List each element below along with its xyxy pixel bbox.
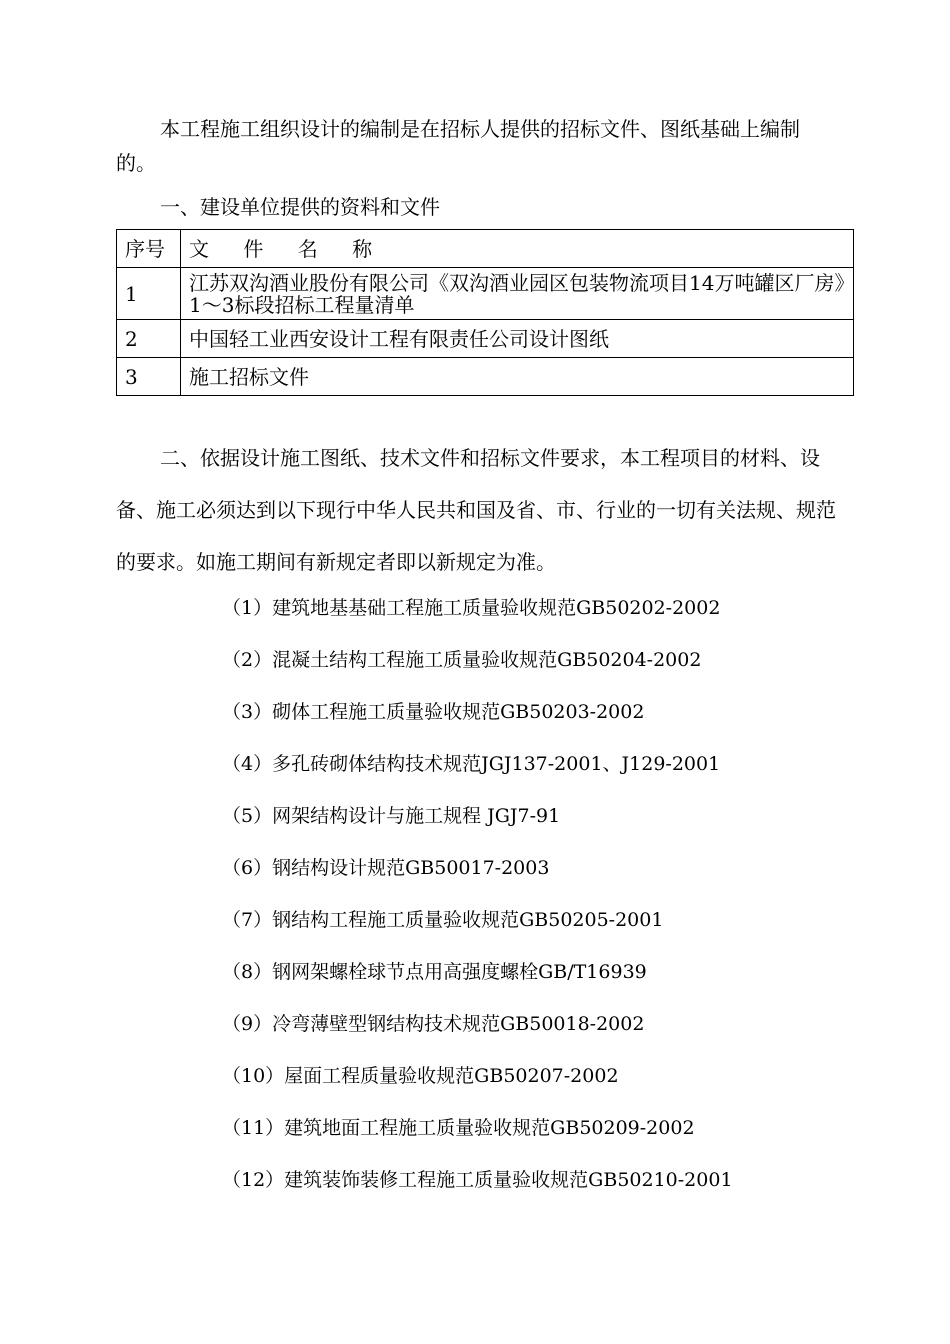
row-number: 2 <box>117 320 181 358</box>
table-row <box>117 268 854 320</box>
row-file-name: 施工招标文件 <box>181 358 854 396</box>
list-item: （8）钢网架螺栓球节点用高强度螺栓GB/T16939 <box>222 961 647 983</box>
list-item: （3）砌体工程施工质量验收规范GB50203-2002 <box>222 701 645 723</box>
row-number: 3 <box>117 358 181 396</box>
table-row <box>117 358 854 396</box>
list-item: （11）建筑地面工程施工质量验收规范GB50209-2002 <box>222 1117 695 1139</box>
row-file-name: 江苏双沟酒业股份有限公司《双沟酒业园区包装物流项目14万吨罐区厂房》1～3标段招标工程量清单 <box>181 268 854 320</box>
standards-list <box>222 591 733 1215</box>
list-item: （12）建筑装饰装修工程施工质量验收规范GB50210-2001 <box>222 1169 733 1191</box>
section1-heading: 一、建设单位提供的资料和文件 <box>160 195 440 219</box>
header-file-name: 文 件 名 称 <box>181 230 854 268</box>
list-item: （9）冷弯薄壁型钢结构技术规范GB50018-2002 <box>222 1013 645 1035</box>
list-item: （7）钢结构工程施工质量验收规范GB50205-2001 <box>222 909 664 931</box>
list-item: （6）钢结构设计规范GB50017-2003 <box>222 857 550 879</box>
header-number: 序号 <box>117 230 181 268</box>
list-item: （1）建筑地基基础工程施工质量验收规范GB50202-2002 <box>222 597 721 619</box>
table-row <box>117 320 854 358</box>
list-item: （4）多孔砖砌体结构技术规范JGJ137-2001、J129-2001 <box>222 753 721 775</box>
list-item: （5）网架结构设计与施工规程 JGJ7-91 <box>222 805 561 827</box>
row-file-name: 中国轻工业西安设计工程有限责任公司设计图纸 <box>181 320 854 358</box>
list-item: （10）屋面工程质量验收规范GB50207-2002 <box>222 1065 619 1087</box>
documents-table <box>116 229 854 396</box>
table-header-row <box>117 230 854 268</box>
list-item: （2）混凝土结构工程施工质量验收规范GB50204-2002 <box>222 649 702 671</box>
intro-paragraph: 本工程施工组织设计的编制是在招标人提供的招标文件、图纸基础上编制的。 <box>116 117 800 175</box>
row-number: 1 <box>117 268 181 320</box>
section2-paragraph: 二、依据设计施工图纸、技术文件和招标文件要求，本工程项目的材料、设备、施工必须达到以下现行中华人民共和国及省、市、行业的一切有关法规、规范的要求。如施工期间有新规定者即以新规定为准。 <box>116 446 836 574</box>
